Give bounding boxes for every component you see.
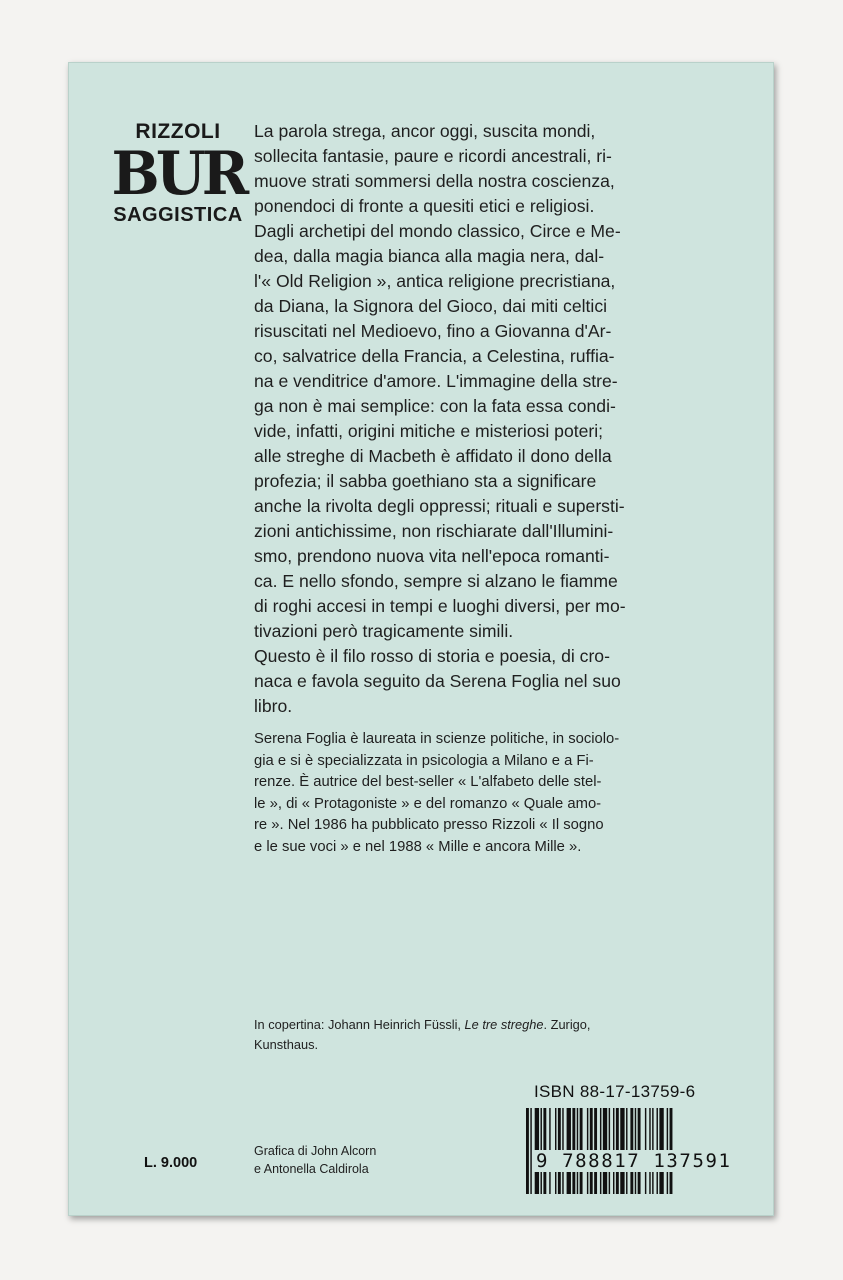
- description-paragraph: Questo è il filo rosso di storia e poesia, di cro- naca e favola seguito da Serena Foglia nel suo libro.: [254, 646, 621, 716]
- barcode-digits: 9 788817 137591: [534, 1150, 738, 1172]
- bur-logo: BUR: [111, 139, 246, 209]
- graphic-design-credit: Grafica di John Alcorn e Antonella Caldirola: [254, 1144, 377, 1176]
- book-back-cover: [68, 62, 774, 1216]
- isbn-number: ISBN 88-17-13759-6: [534, 1082, 696, 1101]
- publisher-brand: [108, 120, 248, 227]
- publisher-name: RIZZOLI: [135, 120, 221, 143]
- series-name: SAGGISTICA: [113, 204, 243, 226]
- book-description: [254, 119, 724, 719]
- description-paragraph: La parola strega, ancor oggi, suscita mondi, sollecita fantasie, paure e ricordi ancestrali, ri- muove strati sommersi della nostra coscienza, ponendoci di fronte a quesiti etici e religiosi.: [254, 121, 615, 216]
- cover-artwork-title: Le tre streghe: [464, 1017, 544, 1032]
- cover-credit-prefix: In copertina: Johann Heinrich Füssli,: [254, 1017, 465, 1032]
- price-label: L. 9.000: [144, 1155, 198, 1171]
- cover-credit: [254, 1015, 724, 1055]
- cover-credit-suffix: . Zurigo, Kunsthaus.: [254, 1017, 591, 1052]
- description-paragraph: Dagli archetipi del mondo classico, Circe e Me- dea, dalla magia bianca alla magia nera, dal- l'« Old Religion », antica religione precristiana, da Diana, la Signora del Gioco, dai miti celtici risuscitati nel Medioevo, fino a Giovanna d'Ar- co, salvatrice della Francia, a Celestina, ruffia- na e venditrice d'amore. L'immagine della stre- ga non è mai semplice: con la fata essa condi- vide, infatti, origini mitiche e misteriosi poteri; alle streghe di Macbeth è affidato il dono della profezia; il sabba goethiano sta a significare anche la rivolta degli oppressi; rituali e supersti- zioni antichissime, non rischiarate dall'Illumini- smo, prendono nuova vita nell'epoca romanti- ca. E nello sfondo, sempre si alzano le fiamme di roghi accesi in tempi e luoghi diversi, per mo- tivazioni però tragicamente simili.: [254, 221, 626, 641]
- author-bio: Serena Foglia è laureata in scienze politiche, in sociolo- gia e si è specializzata in psicologia a Milano e a Fi- renze. È autrice del best-seller « L'alfabeto delle stel- le », di « Protagoniste » e del romanzo « Quale amo- re ». Nel 1986 ha pubblicato presso Rizzoli « Il sogno e le sue voci » e nel 1988 « Mille e ancora Mille ».: [254, 731, 620, 855]
